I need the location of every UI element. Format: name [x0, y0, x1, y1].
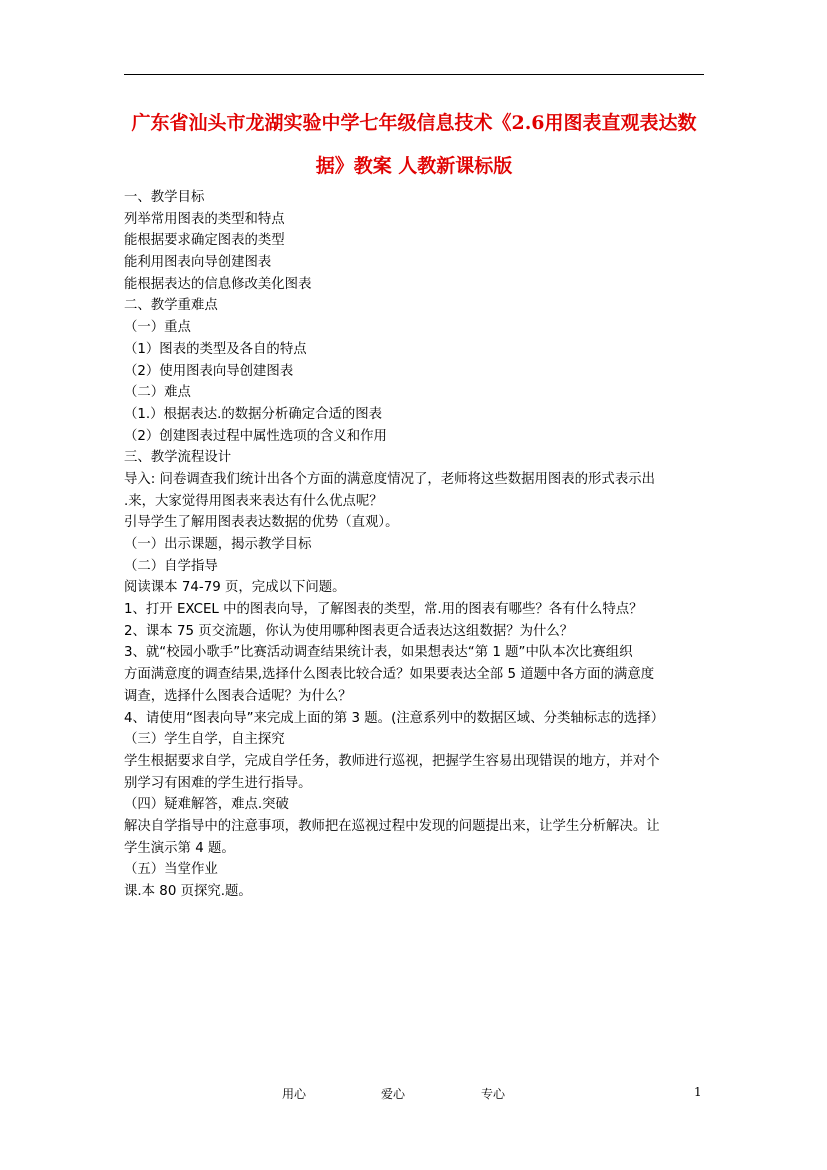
footer-item-1: 用心: [282, 1087, 307, 1101]
body-line: 解决自学指导中的注意事项，教师把在巡视过程中发现的问题提出来，让学生分析解决。让: [124, 818, 660, 834]
body-line: 阅读课本 74-79 页，完成以下问题。: [124, 580, 346, 596]
body-line: 方面满意度的调查结果,选择什么图表比较合适？如果要表达全部 5 道题中各方面的满意度: [124, 667, 655, 683]
body-line: 2、课本 75 页交流题，你认为使用哪种图表更合适表达这组数据？为什么？: [124, 623, 574, 639]
body-line: 导入: 问卷调查我们统计出各个方面的满意度情况了，老师将这些数据用图表的形式表示出: [124, 471, 655, 487]
body-line: 能根据表达的信息修改美化图表: [124, 276, 312, 292]
body-line: （二）自学指导: [124, 558, 218, 574]
page-number: 1: [694, 1085, 702, 1099]
body-line: 1、打开 EXCEL 中的图表向导，了解图表的类型，常.用的图表有哪些？各有什么特点？: [124, 602, 643, 618]
page-footer: [0, 1085, 827, 1105]
body-line: 能利用图表向导创建图表: [124, 255, 272, 271]
body-line: （五）当堂作业: [124, 862, 218, 878]
body-line: 学生演示第 4 题。: [124, 840, 235, 856]
body-line: （2）使用图表向导创建图表: [124, 363, 294, 379]
body-line: （1.）根据表达.的数据分析确定合适的图表: [124, 406, 383, 422]
body-line: 3、就“校园小歌手”比赛活动调查结果统计表，如果想表达“第 1 题”中队本次比赛组织: [124, 645, 633, 661]
body-line: （三）学生自学，自主探究: [124, 732, 285, 748]
header-rule: [124, 74, 704, 75]
body-line: （二）难点: [124, 385, 191, 401]
body-line: 一、教学目标: [124, 190, 205, 205]
body-line: 学生根据要求自学，完成自学任务，教师进行巡视，把握学生容易出现错误的地方，并对个: [124, 753, 660, 769]
body-line: 调查，选择什么图表合适呢？为什么？: [124, 688, 352, 704]
body-line: 列举常用图表的类型和特点: [124, 211, 285, 227]
body-line: （一）出示课题，揭示教学目标: [124, 537, 312, 552]
body-line: 课.本 80 页探究.题。: [124, 884, 252, 899]
document-title-line-1: 广东省汕头市龙湖实验中学七年级信息技术《2.6用图表直观表达数: [131, 112, 697, 134]
body-line: （四）疑难解答，难点.突破: [124, 797, 289, 813]
footer-item-3: 专心: [481, 1087, 506, 1101]
body-line: 别学习有困难的学生进行指导。: [124, 775, 312, 791]
body-line: （2）创建图表过程中属性选项的含义和作用: [124, 428, 387, 444]
document-body: [124, 187, 709, 903]
body-line: .来，大家觉得用图表来表达有什么优点呢？: [124, 493, 383, 509]
document-title-line-2: 据》教案 人教新课标版: [315, 155, 513, 177]
body-line: 二、教学重难点: [124, 298, 218, 314]
footer-item-2: 爱心: [381, 1087, 406, 1101]
body-line: （1）图表的类型及各自的特点: [124, 341, 307, 357]
body-line: 能根据要求确定图表的类型: [124, 233, 285, 249]
body-line: 三、教学流程设计: [124, 450, 232, 466]
body-line: 引导学生了解用图表表达数据的优势（直观）。: [124, 515, 399, 531]
body-line: （一）重点: [124, 320, 191, 336]
body-line: 4、请使用“图表向导”来完成上面的第 3 题。(注意系列中的数据区域、分类轴标志的选择）: [124, 710, 665, 726]
